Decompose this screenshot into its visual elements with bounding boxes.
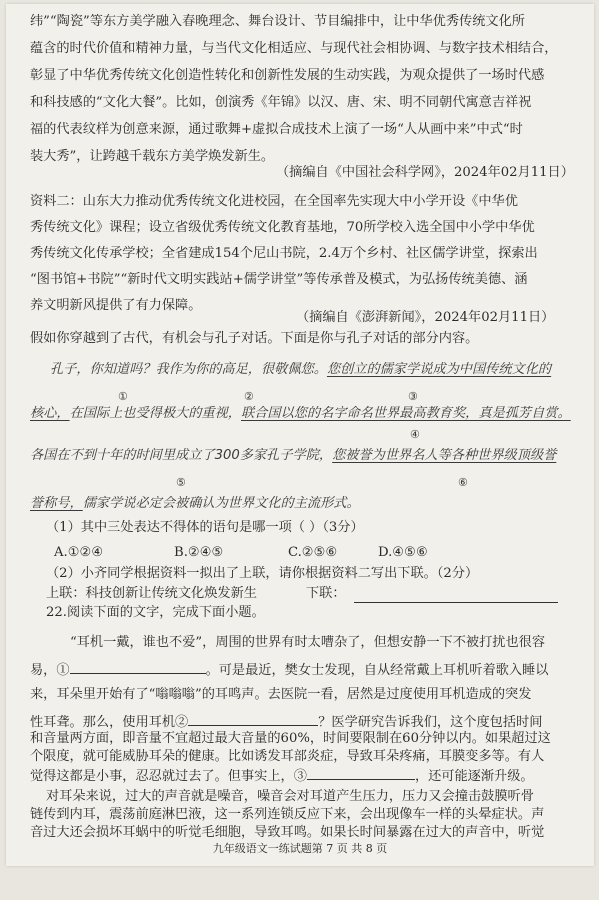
text-line: 性耳聋。那么，使用耳机② ？医学研究告诉我们，这个度包括时间 [30,715,543,730]
marker-4: ④ [410,428,420,441]
blank-1[interactable] [70,661,206,674]
question-2: （2）小齐同学根据资料一拟出了上联，请你根据资料二写出下联。（2分） [46,566,479,581]
text-line: 易，① 。可是最近，樊女士发现，自从经常戴上耳机听着歌入睡以 [30,663,549,678]
text-line: 链传到内耳，震荡前庭淋巴液，这一系列连锁反应下来，会出现像车一样的头晕症状。声 [30,807,545,822]
text-line: 装大秀”，让跨越千载东方美学焕发新生。 [30,149,275,164]
page-footer: 九年级语文一练试题第 7 页 共 8 页 [212,842,388,855]
text-line: “耳机一戴，谁也不爱”，周围的世界有时太嘈杂了，但想安静一下不被打扰也很容 [70,635,546,650]
text-line: 来，耳朵里开始有了“嗡嗡嗡”的耳鸣声。去医院一看，居然是过度使用耳机造成的突发 [30,687,532,702]
text-line: 蕴含的时代价值和精神力量，与当代文化相适应、与现代社会相协调、与数字技术相结合， [30,41,558,56]
text-line: 对耳朵来说，过大的声音就是噪音，噪音会对耳道产生压力，压力又会撞击鼓膜听骨 [46,789,534,804]
text-line: 福的代表纹样为创意来源，通过歌舞+虚拟合成技术上演了一场“人从画中来”中式“时 [30,122,523,137]
text-line: 纬”“陶瓷”等东方美学融入春晚理念、舞台设计、节目编排中，让中华优秀传统文化所 [30,14,525,29]
question-1: （1）其中三处表达不得体的语句是哪一项（ ）（3分） [46,520,364,535]
couplet-upper: 上联：科技创新让传统文化焕发新生 [46,586,257,601]
dialogue-line: 誉称号，儒家学说必定会被确认为世界文化的主流形式。 [30,496,360,511]
question-22: 22.阅读下面的文字，完成下面小题。 [46,605,265,620]
text-line: 假如你穿越到了古代，有机会与孔子对话。下面是你与孔子对话的部分内容。 [30,331,479,346]
text-line: 资料二：山东大力推动优秀传统文化进校园，在全国率先实现大中小学开设《中华优 [30,194,518,209]
marker-5: ⑤ [176,476,186,489]
option-b[interactable]: B.②④⑤ [174,545,224,560]
text-line: 个限度，就可能威胁耳朵的健康。比如诱发耳部炎症，导致耳朵疼痛，耳膜变多等。有人 [30,749,545,764]
text-line: 秀传统文化传承学校；全省建成154个尼山书院，2.4万个乡村、社区儒学讲堂，探索出 [30,246,538,261]
marker-2: ② [244,390,254,403]
marker-3: ③ [408,390,418,403]
text-line: 和科技感的“文化大餐”。比如，创演秀《年锦》以汉、唐、宋、明不同朝代寓意吉祥祝 [30,95,532,110]
marker-6: ⑥ [458,476,468,489]
text-line: “图书馆+书院”“新时代文明实践站+儒学讲堂”等传承普及模式，为弘扬传统美德、涵 [30,272,528,287]
dialogue-line: 核心，在国际上也受得极大的重视，联合国以您的名字命名世界最高教育奖，真是孤芳自赏。 [30,406,571,421]
blank-3[interactable] [307,767,415,780]
marker-1: ① [118,390,128,403]
text-line: 养文明新风提供了有力保障。 [30,298,202,313]
text-line: 和音量两方面，即音量不宜超过最大音量的60%，时间要限制在60分钟以内。如果超过这 [30,731,551,746]
text-line: 音过大还会损坏耳蜗中的听觉毛细胞，导致耳鸣。如果长时间暴露在过大的声音中，听觉 [30,825,545,840]
couplet-lower-label: 下联： [306,586,346,601]
exam-page [6,4,594,866]
source-citation: （摘编自《中国社会科学网》，2024年02月11日） [276,165,574,180]
text-line: 秀传统文化》课程；设立省级优秀传统文化教育基地，70所学校入选全国中小学中华优 [30,220,535,235]
option-d[interactable]: D.④⑤⑥ [378,545,428,560]
dialogue-line: 各国在不到十年的时间里成立了300多家孔子学院，您被誉为世界名人等各种世界级顶级誉 [30,448,557,463]
couplet-answer-blank[interactable] [354,590,558,603]
text-line: 觉得这都是小事，忍忍就过去了。但事实上，③ ，还可能逐渐升级。 [30,769,534,784]
dialogue-line: 孔子，你知道吗？我作为你的高足，很敬佩您。您创立的儒家学说成为中国传统文化的 [50,362,552,377]
option-a[interactable]: A.①②④ [54,545,104,560]
text-line: 彰显了中华优秀传统文化创造性转化和创新性发展的生动实践，为观众提供了一场时代感 [30,68,545,83]
source-citation: （摘编自《澎湃新闻》，2024年02月11日） [296,310,555,325]
option-c[interactable]: C.②⑤⑥ [288,545,338,560]
blank-2[interactable] [188,713,318,726]
